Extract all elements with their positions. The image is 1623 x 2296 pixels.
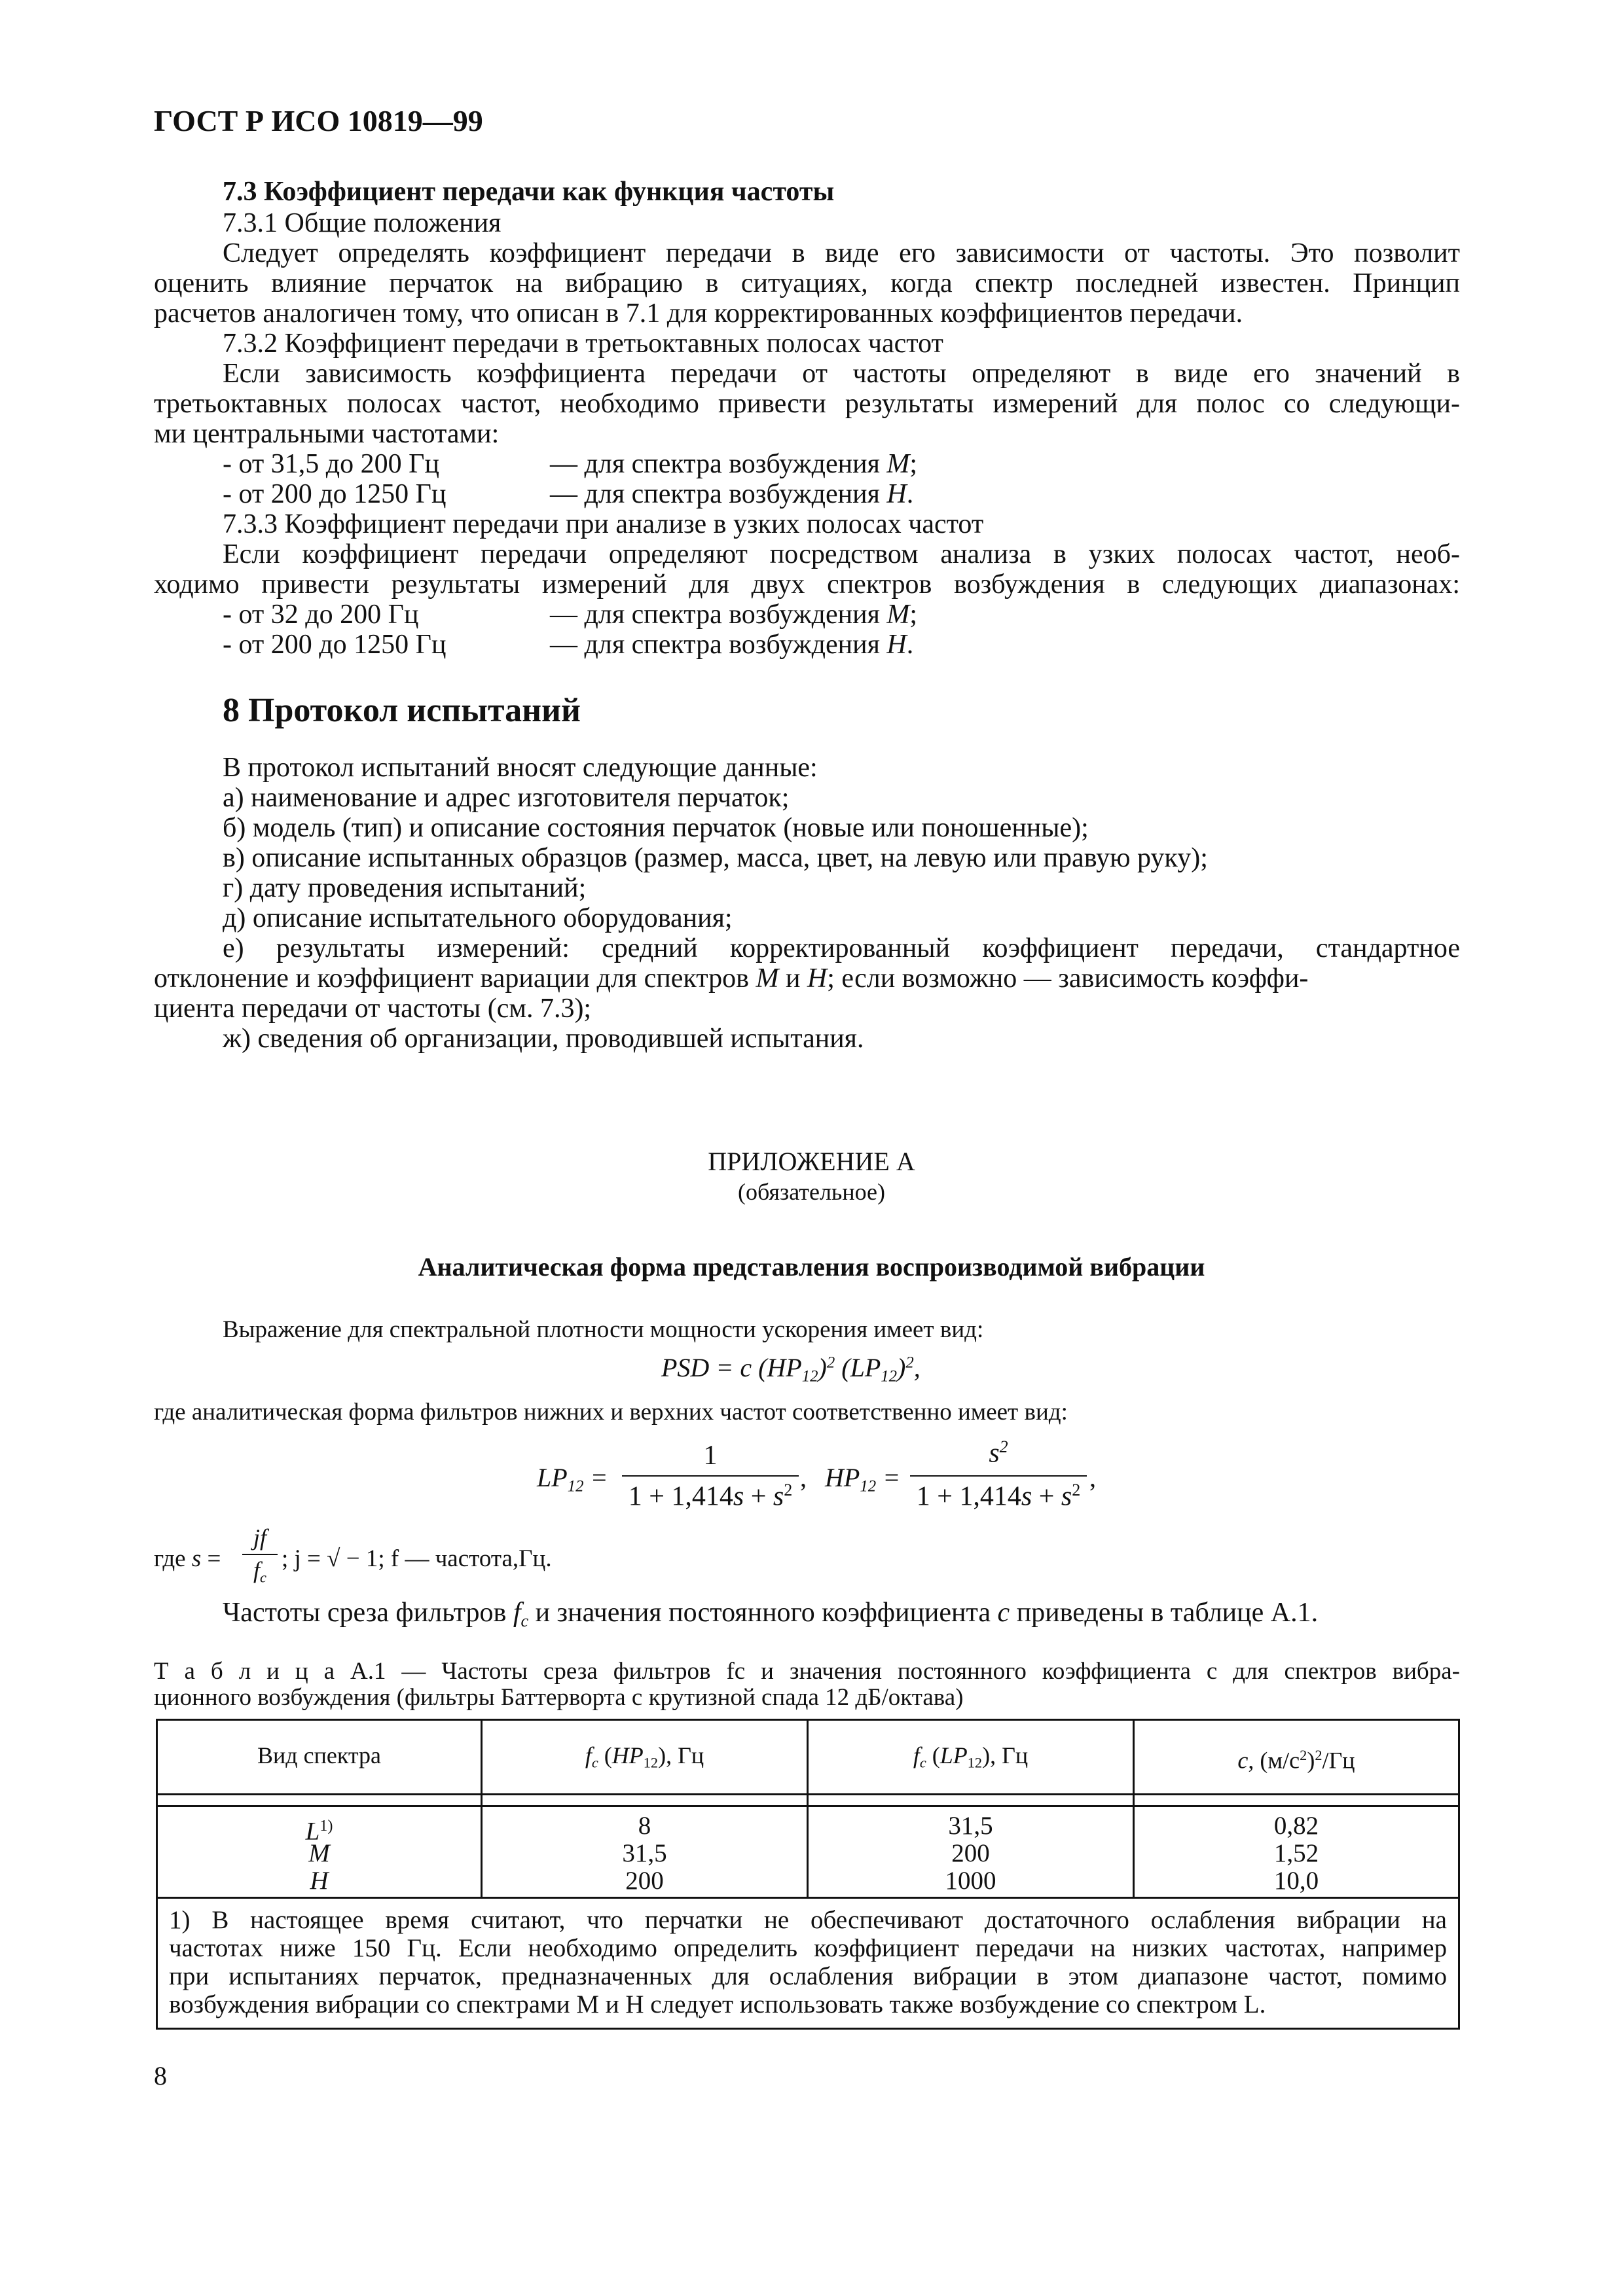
paragraph-line: В протокол испытаний вносят следующие данные: — [223, 753, 818, 783]
fraction-bar — [910, 1475, 1087, 1477]
lp-denominator: $1 + 1,414s + s^2$ — [628, 1480, 793, 1512]
lp-numerator: 1 — [703, 1441, 718, 1471]
table-cell: H — [310, 1867, 329, 1895]
list-item-range: - от 200 до 1250 Гц — [223, 479, 447, 509]
table-header-cell: $f_c$ $(HP_{12})$, Гц — [585, 1742, 704, 1771]
section-8-title: 8 Протокол испытаний — [223, 692, 581, 729]
table-footnote: частотах ниже 150 Гц. Если необходимо определить коэффициент передачи на низких частотах, например — [169, 1934, 1447, 1962]
list-item: в) описание испытанных образцов (размер, масса, цвет, на левую или правую руку); — [223, 843, 1208, 873]
table-cell: 200 — [625, 1867, 664, 1895]
cutoff-sentence: Частоты среза фильтров $f_c$ и значения постоянного коэффициента c приведены в таблице А.1. — [223, 1598, 1319, 1630]
paragraph-line: Следует определять коэффициент передачи в виде его зависимости от частоты. Это позволит — [223, 238, 1460, 268]
list-item: е) результаты измерений: средний корректированный коэффициент передачи, стандартное — [223, 933, 1460, 963]
section-7-3-title: 7.3 Коэффициент передачи как функция частоты — [223, 177, 835, 207]
hp-numerator: $s^2$ — [989, 1437, 1008, 1469]
list-item-desc: — для спектра возбуждения Н. — [550, 479, 914, 509]
fraction-bar — [242, 1554, 278, 1555]
table-cell: 31,5 — [622, 1839, 667, 1867]
list-item: ж) сведения об организации, проводившей испытания. — [223, 1024, 864, 1054]
table-header-cell: Вид спектра — [257, 1742, 381, 1768]
table-cell: 0,82 — [1273, 1812, 1319, 1840]
section-7-3-2-title: 7.3.2 Коэффициент передачи в третьоктавных полосах частот — [223, 329, 943, 359]
list-item: г) дату проведения испытаний; — [223, 873, 587, 903]
table-footnote: возбуждения вибрации со спектрами M и H следует использовать также возбуждение со спектром L. — [169, 1990, 1266, 2018]
paragraph-line: оценить влияние перчаток на вибрацию в ситуациях, когда спектр последней известен. Принцип — [154, 268, 1460, 298]
section-7-3-1-title: 7.3.1 Общие положения — [223, 208, 501, 238]
table-header-cell: $f_c$ $(LP_{12})$, Гц — [913, 1742, 1029, 1771]
separator: , — [1089, 1463, 1096, 1492]
lp-formula-label: $LP_{12}$ = — [537, 1463, 608, 1496]
separator: , — [800, 1463, 807, 1492]
list-item-range: - от 31,5 до 200 Гц — [223, 449, 439, 479]
paragraph-line: Если зависимость коэффициента передачи от частоты определяют в виде его значений в — [223, 359, 1460, 389]
table-cell: 8 — [638, 1812, 651, 1840]
where-denominator: $f_c$ — [253, 1557, 266, 1586]
hp-formula-label: $HP_{12}$ = — [825, 1463, 901, 1496]
paragraph-line: Если коэффициент передачи определяют посредством анализа в узких полосах частот, необ- — [223, 539, 1460, 569]
table-cell: 31,5 — [948, 1812, 993, 1840]
psd-formula: PSD = c $(HP_{12})^2$ $(LP_{12})^2$, — [661, 1353, 921, 1386]
list-item: д) описание испытательного оборудования; — [223, 903, 733, 933]
table-cell: 1000 — [945, 1867, 996, 1895]
table-border — [1458, 1719, 1460, 2030]
fraction-bar — [622, 1475, 799, 1477]
list-item: а) наименование и адрес изготовителя перчаток; — [223, 783, 790, 813]
document-header: ГОСТ Р ИСО 10819—99 — [154, 104, 483, 137]
list-item-cont: отклонение и коэффициент вариации для спектров М и Н; если возможно — зависимость коэффи- — [154, 963, 1309, 994]
table-cell: M — [308, 1839, 330, 1867]
page-number: 8 — [154, 2061, 167, 2090]
list-item-cont: циента передачи от частоты (см. 7.3); — [154, 994, 592, 1024]
paragraph-line: третьоктавных полосах частот, необходимо привести результаты измерений для полос со следующи- — [154, 389, 1460, 419]
table-border — [156, 2028, 1460, 2030]
paragraph-line: ми центральными частотами: — [154, 419, 500, 449]
table-header-cell: c, $(м/с^2)^2/Гц$ — [1237, 1747, 1355, 1774]
list-item-range: - от 200 до 1250 Гц — [223, 630, 447, 660]
table-cell: 200 — [951, 1839, 990, 1867]
table-cell: $L^{1)}$ — [305, 1817, 333, 1846]
where-numerator: jf — [253, 1524, 266, 1551]
hp-denominator: $1 + 1,414s + s^2$ — [916, 1480, 1081, 1512]
table-caption: ционного возбуждения (фильтры Баттерворта с крутизной спада 12 дБ/октава) — [154, 1684, 964, 1711]
list-item-desc: — для спектра возбуждения М; — [550, 600, 918, 630]
where-rest: ; j = √ − 1; f — частота,Гц. — [282, 1545, 552, 1572]
appendix-title: ПРИЛОЖЕНИЕ А — [708, 1147, 915, 1176]
section-7-3-3-title: 7.3.3 Коэффициент передачи при анализе в узких полосах частот — [223, 509, 984, 539]
paragraph-line: Выражение для спектральной плотности мощности ускорения имеет вид: — [223, 1316, 984, 1343]
table-caption: Т а б л и ц а А.1 — Частоты среза фильтров fc и значения постоянного коэффициента c для спектров вибра- — [154, 1658, 1460, 1685]
list-item-range: - от 32 до 200 Гц — [223, 600, 419, 630]
where-prefix: где s = — [154, 1545, 221, 1572]
list-item-desc: — для спектра возбуждения М; — [550, 449, 918, 479]
paragraph-line: ходимо привести результаты измерений для двух спектров возбуждения в следующих диапазонах: — [154, 569, 1460, 600]
paragraph-line: где аналитическая форма фильтров нижних и верхних частот соответственно имеет вид: — [154, 1399, 1068, 1426]
appendix-subtitle: (обязательное) — [738, 1179, 885, 1205]
table-cell: 10,0 — [1273, 1867, 1319, 1895]
list-item: б) модель (тип) и описание состояния перчаток (новые или поношенные); — [223, 813, 1089, 843]
appendix-heading: Аналитическая форма представления воспроизводимой вибрации — [418, 1252, 1205, 1282]
list-item-desc: — для спектра возбуждения Н. — [550, 630, 914, 660]
table-cell: 1,52 — [1273, 1839, 1319, 1867]
table-footnote: при испытаниях перчаток, предназначенных для ослабления вибрации в этом диапазоне частот, помимо — [169, 1962, 1447, 1990]
paragraph-line: расчетов аналогичен тому, что описан в 7.1 для корректированных коэффициентов передачи. — [154, 298, 1243, 329]
table-footnote: 1) В настоящее время считают, что перчатки не обеспечивают достаточного ослабления вибрации на — [169, 1906, 1447, 1934]
